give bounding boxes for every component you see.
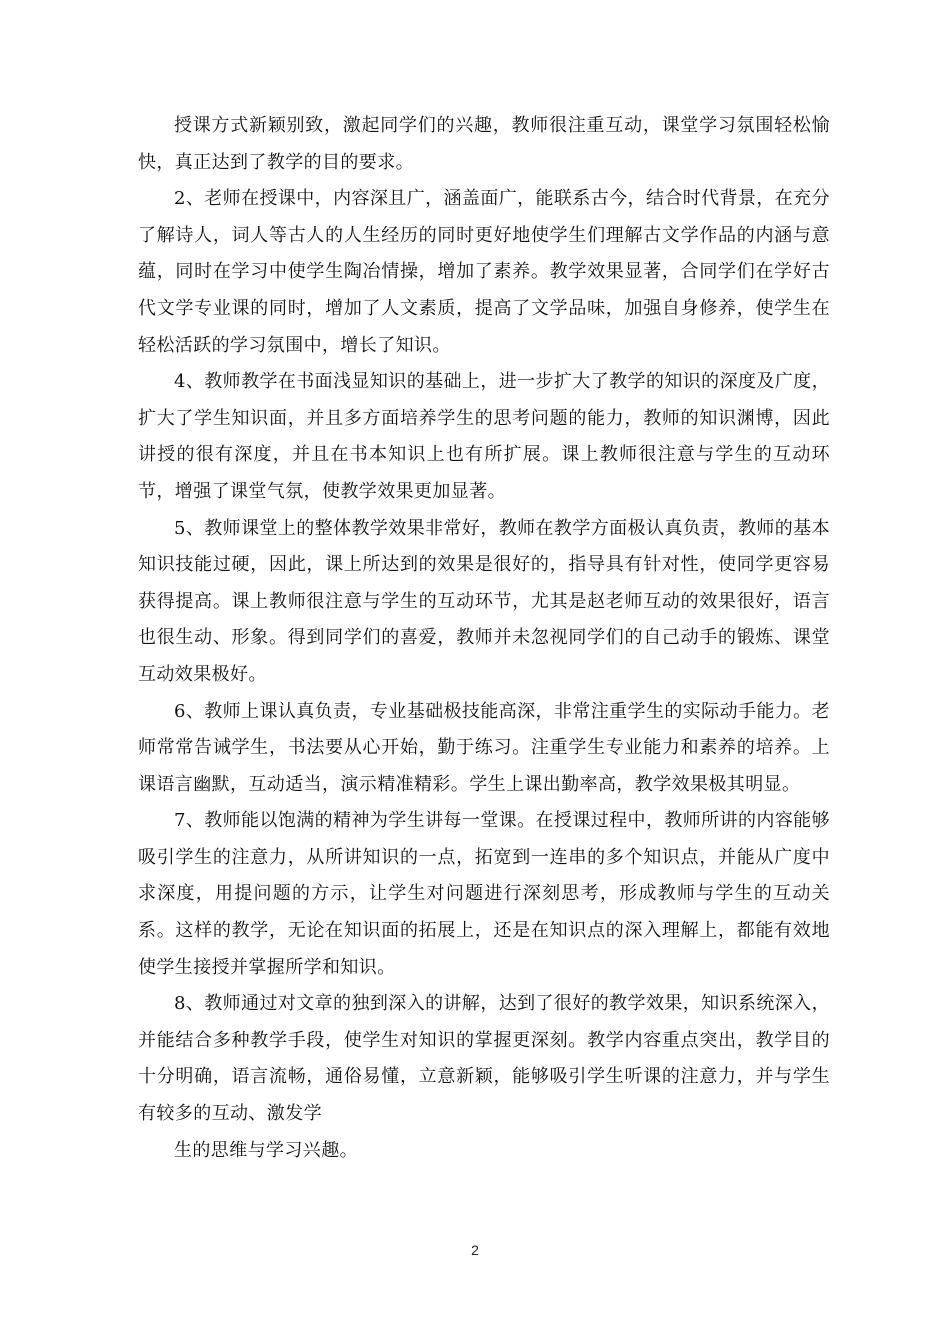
- paragraph-8-continuation: 生的思维与学习兴趣。: [174, 1139, 358, 1161]
- paragraph-2: 2、老师在授课中，内容深且广，涵盖面广，能联系古今，结合时代背景，在充分了解诗人，词人等古人的人生经历的同时更好地使学生们理解古文学作品的内涵与意蕴，同时在学习中使学生陶冶情操，增加了素养。教学效果显著，合同学们在学好古代文学专业课的同时，增加了人文素质，提高了文学品味，加强自身修养，使学生在轻松活跃的学习氛围中，增长了知识。: [138, 188, 830, 356]
- paragraph-8: 8、教师通过对文章的独到深入的讲解，达到了很好的教学效果，知识系统深入，并能结合多种教学手段，使学生对知识的掌握更深刻。教学内容重点突出，教学目的十分明确，语言流畅，通俗易懂，立意新颖，能够吸引学生听课的注意力，并与学生有较多的互动、激发学: [138, 993, 830, 1125]
- page-number: 2: [471, 1242, 479, 1258]
- paragraph-6: 6、教师上课认真负责，专业基础极技能高深，非常注重学生的实际动手能力。老师常常告诫学生，书法要从心开始，勤于练习。注重学生专业能力和素养的培养。上课语言幽默，互动适当，演示精准精彩。学生上课出勤率高，教学效果极其明显。: [138, 700, 830, 795]
- paragraph-7: 7、教师能以饱满的精神为学生讲每一堂课。在授课过程中，教师所讲的内容能够吸引学生的注意力，从所讲知识的一点，拓宽到一连串的多个知识点，并能从广度中求深度，用提问题的方示，让学生对问题进行深刻思考，形成教师与学生的互动关系。这样的教学，无论在知识面的拓展上，还是在知识点的深入理解上，都能有效地使学生接授并掌握所学和知识。: [138, 810, 830, 978]
- paragraph-4: 4、教师教学在书面浅显知识的基础上，进一步扩大了教学的知识的深度及广度，扩大了学生知识面，并且多方面培养学生的思考问题的能力，教师的知识渊博，因此讲授的很有深度，并且在书本知识上也有所扩展。课上教师很注意与学生的互动环节，增强了课堂气氛，使教学效果更加显著。: [138, 371, 830, 502]
- document-body: [138, 108, 830, 1169]
- paragraph-1: 授课方式新颖别致，激起同学们的兴趣，教师很注重互动，课堂学习氛围轻松愉快，真正达到了教学的目的要求。: [138, 115, 830, 173]
- paragraph-5: 5、教师课堂上的整体教学效果非常好，教师在教学方面极认真负责，教师的基本知识技能过硬，因此，课上所达到的效果是很好的，指导具有针对性，使同学更容易获得提高。课上教师很注意与学生的互动环节，尤其是赵老师互动的效果很好，语言也很生动、形象。得到同学们的喜爱，教师并未忽视同学们的自己动手的锻炼、课堂互动效果极好。: [138, 517, 830, 685]
